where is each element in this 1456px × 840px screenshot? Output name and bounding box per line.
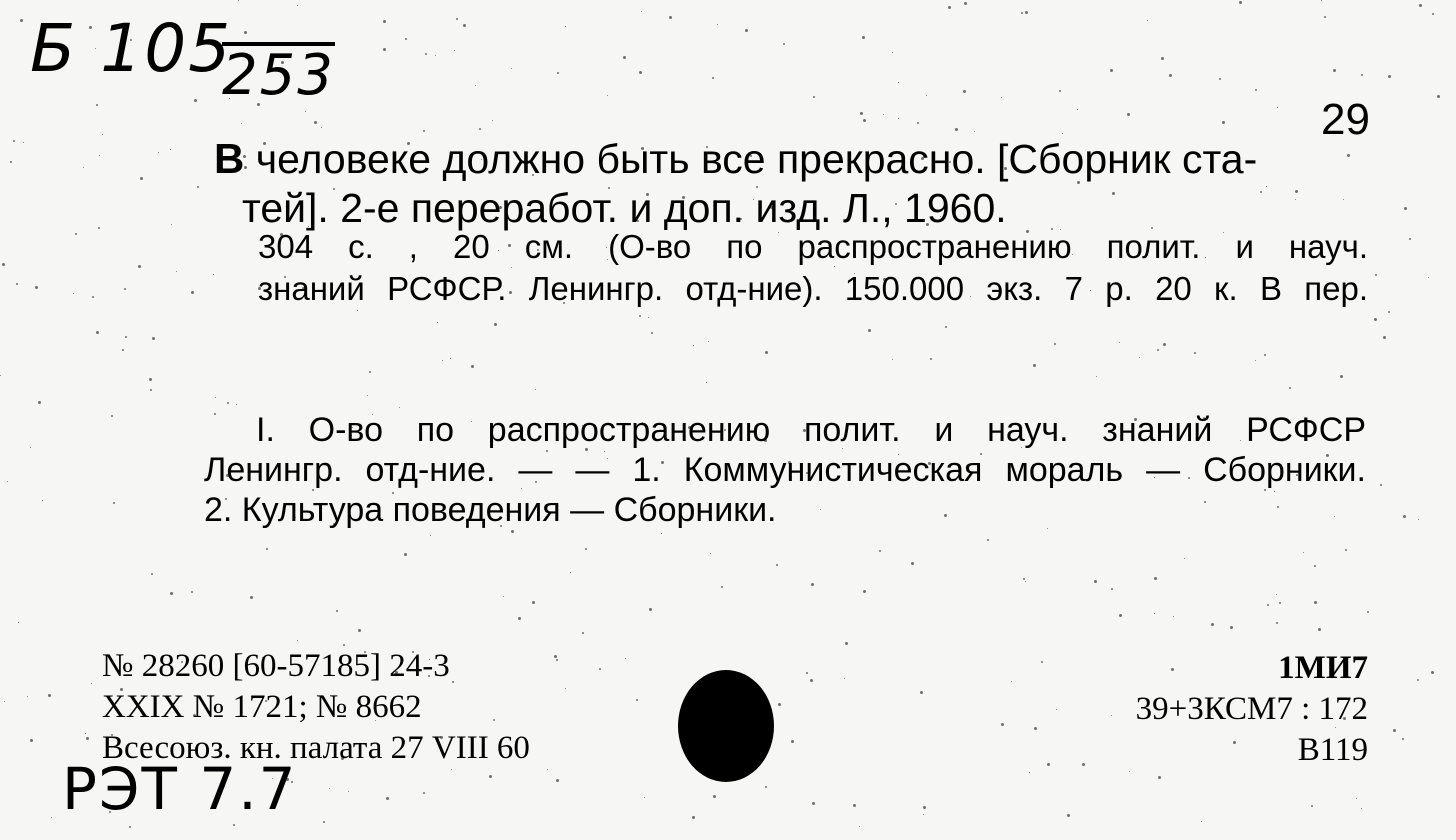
classification-line-3: В119 <box>1297 732 1368 768</box>
noise-speck <box>171 224 172 225</box>
noise-speck <box>16 283 18 285</box>
noise-speck <box>649 608 652 611</box>
noise-speck <box>745 29 748 32</box>
noise-speck <box>585 548 587 550</box>
noise-speck <box>1276 622 1278 624</box>
noise-speck <box>1154 577 1157 580</box>
noise-speck <box>124 288 126 290</box>
noise-speck <box>607 95 608 96</box>
noise-speck <box>329 788 330 789</box>
noise-speck <box>920 691 923 694</box>
classification-info <box>1136 648 1368 771</box>
noise-speck <box>176 271 177 272</box>
noise-speck <box>1375 274 1377 276</box>
noise-speck <box>1333 69 1336 72</box>
noise-speck <box>1314 565 1316 567</box>
noise-speck <box>20 19 23 22</box>
classification-line-1: 1МИ7 <box>1278 650 1368 686</box>
noise-speck <box>348 791 349 792</box>
noise-speck <box>859 826 860 827</box>
noise-speck <box>85 733 86 734</box>
noise-speck <box>1340 375 1343 378</box>
noise-speck <box>651 332 653 334</box>
noise-speck <box>1157 349 1159 351</box>
noise-speck <box>623 56 626 59</box>
noise-speck <box>435 55 436 56</box>
noise-speck <box>1163 343 1166 346</box>
noise-speck <box>471 365 474 368</box>
noise-speck <box>582 632 584 634</box>
noise-speck <box>442 360 443 361</box>
noise-speck <box>812 802 815 805</box>
noise-speck <box>845 642 848 645</box>
noise-speck <box>215 397 216 398</box>
noise-speck <box>1264 354 1266 356</box>
noise-speck <box>383 20 386 23</box>
noise-speck <box>92 296 94 298</box>
noise-speck <box>1001 723 1004 726</box>
noise-speck <box>170 592 173 595</box>
classification-line-2: 39+3КСМ7 : 172 <box>1135 691 1368 727</box>
registry-line-2: XXIX № 1721; № 8662 <box>102 689 422 725</box>
noise-speck <box>2 263 5 266</box>
noise-speck <box>73 293 74 294</box>
noise-speck <box>1041 661 1043 663</box>
title-text-1: человеке должно быть все прекрасно. [Сборник ста- <box>255 136 1258 182</box>
noise-speck <box>1169 74 1172 77</box>
noise-speck <box>149 378 152 381</box>
noise-speck <box>0 375 1 376</box>
noise-speck <box>1222 121 1225 124</box>
noise-speck <box>948 6 951 9</box>
noise-speck <box>1418 519 1419 520</box>
noise-speck <box>369 371 371 373</box>
noise-speck <box>1173 616 1174 617</box>
noise-speck <box>1324 16 1326 18</box>
noise-speck <box>879 550 881 552</box>
imprint-line-1: 304 с. , 20 см. (О-во по распространению полит. и науч. <box>258 228 1368 265</box>
noise-speck <box>1367 611 1369 613</box>
noise-speck <box>1111 588 1113 590</box>
noise-speck <box>565 26 566 27</box>
noise-speck <box>96 331 99 334</box>
noise-speck <box>405 38 407 40</box>
noise-speck <box>191 291 194 294</box>
noise-speck <box>250 596 253 599</box>
noise-speck <box>241 123 242 124</box>
noise-speck <box>1277 107 1278 108</box>
noise-speck <box>30 739 33 742</box>
noise-speck <box>945 326 947 328</box>
noise-speck <box>86 737 89 740</box>
noise-speck <box>547 769 548 770</box>
noise-speck <box>51 817 52 818</box>
noise-speck <box>111 415 113 417</box>
noise-speck <box>191 591 193 593</box>
subject-line-3: 2. Культура поведения — Сборники. <box>204 491 777 529</box>
noise-speck <box>911 562 914 565</box>
noise-speck <box>138 265 141 268</box>
noise-speck <box>454 50 455 51</box>
noise-speck <box>765 351 768 354</box>
noise-speck <box>511 68 512 69</box>
noise-speck <box>806 672 808 674</box>
noise-speck <box>1255 360 1256 361</box>
noise-speck <box>1025 581 1026 582</box>
noise-speck <box>194 99 197 102</box>
punch-hole <box>678 670 774 782</box>
noise-speck <box>7 481 8 482</box>
noise-speck <box>1419 4 1422 7</box>
noise-speck <box>639 71 642 74</box>
noise-speck <box>1139 357 1140 358</box>
noise-speck <box>636 699 638 701</box>
noise-speck <box>1110 69 1113 72</box>
noise-speck <box>1303 552 1304 553</box>
handwritten-call-subnumber: 253 <box>222 43 335 108</box>
noise-speck <box>1119 614 1122 617</box>
noise-speck <box>868 329 871 332</box>
noise-speck <box>648 317 649 318</box>
noise-speck <box>1380 484 1382 486</box>
noise-speck <box>321 127 322 128</box>
noise-speck <box>42 500 43 501</box>
noise-speck <box>323 821 325 823</box>
noise-speck <box>644 797 645 798</box>
noise-speck <box>404 553 407 556</box>
title-line-1 <box>214 134 1374 184</box>
noise-speck <box>1029 772 1030 773</box>
noise-speck <box>1067 814 1070 817</box>
noise-speck <box>1001 97 1002 98</box>
noise-speck <box>765 786 767 788</box>
noise-speck <box>930 358 932 360</box>
noise-speck <box>423 130 425 132</box>
noise-speck <box>383 48 386 51</box>
imprint-line-2: знаний РСФСР. Ленингр. отд-ние). 150.000 экз. 7 р. 20 к. В пер. <box>258 270 1368 307</box>
noise-speck <box>475 85 476 86</box>
noise-speck <box>1025 11 1028 14</box>
title-line-2: тей]. 2-е переработ. и доп. изд. Л., 1960. <box>242 185 1007 231</box>
noise-speck <box>1201 821 1202 822</box>
noise-speck <box>1393 729 1396 732</box>
noise-speck <box>710 553 711 554</box>
noise-speck <box>494 323 497 326</box>
noise-speck <box>1021 12 1023 14</box>
registry-line-3: Всесоюз. кн. палата 27 VIII 60 <box>102 730 530 766</box>
noise-speck <box>1432 13 1434 15</box>
noise-speck <box>1311 805 1313 807</box>
noise-speck <box>238 0 239 1</box>
noise-speck <box>712 77 714 79</box>
noise-speck <box>1129 771 1130 772</box>
noise-speck <box>18 622 19 623</box>
noise-speck <box>974 131 975 132</box>
noise-speck <box>10 161 12 163</box>
noise-speck <box>692 816 695 819</box>
noise-speck <box>1023 578 1025 580</box>
noise-speck <box>1047 763 1050 766</box>
noise-speck <box>122 349 124 351</box>
noise-speck <box>399 407 400 408</box>
noise-speck <box>297 5 298 6</box>
noise-speck <box>1356 798 1357 799</box>
noise-speck <box>1033 364 1036 367</box>
noise-speck <box>1437 95 1440 98</box>
noise-speck <box>1267 604 1269 606</box>
noise-speck <box>233 824 235 826</box>
noise-speck <box>13 140 15 142</box>
noise-speck <box>883 114 884 115</box>
noise-speck <box>955 128 958 131</box>
noise-speck <box>556 659 558 661</box>
handwritten-bottom-mark: РЭТ 7.7 <box>62 755 298 823</box>
noise-speck <box>1404 207 1407 210</box>
noise-speck <box>844 678 845 679</box>
noise-speck <box>35 286 38 289</box>
noise-speck <box>38 401 41 404</box>
noise-speck <box>1034 727 1037 730</box>
noise-speck <box>158 152 159 153</box>
noise-speck <box>1388 311 1390 313</box>
registry-info <box>102 646 530 769</box>
noise-speck <box>125 336 127 338</box>
noise-speck <box>1417 679 1419 681</box>
noise-speck <box>1154 613 1155 614</box>
noise-speck <box>1289 387 1291 389</box>
noise-speck <box>140 177 143 180</box>
noise-speck <box>853 804 856 807</box>
noise-speck <box>721 586 723 588</box>
noise-speck <box>98 227 100 229</box>
noise-speck <box>1374 318 1377 321</box>
card-number: 29 <box>1321 95 1370 144</box>
noise-speck <box>1318 628 1321 631</box>
noise-speck <box>450 358 451 359</box>
noise-speck <box>565 688 566 689</box>
noise-speck <box>1094 580 1097 583</box>
noise-speck <box>1184 558 1185 559</box>
noise-speck <box>639 315 641 317</box>
noise-speck <box>1194 352 1196 354</box>
noise-speck <box>923 806 926 809</box>
noise-speck <box>778 703 781 706</box>
noise-speck <box>892 52 893 53</box>
title-block <box>214 134 1374 233</box>
noise-speck <box>783 43 785 45</box>
noise-speck <box>535 389 536 390</box>
noise-speck <box>437 322 438 323</box>
noise-speck <box>625 658 626 659</box>
title-lead-letter: В <box>214 135 245 182</box>
noise-speck <box>30 447 31 448</box>
noise-speck <box>1059 90 1061 92</box>
noise-speck <box>1403 515 1406 518</box>
subject-line-1: I. О-во по распространению полит. и науч. знаний РСФСР <box>256 411 1366 449</box>
noise-speck <box>1161 57 1164 60</box>
noise-speck <box>813 96 815 98</box>
noise-speck <box>266 548 268 550</box>
noise-speck <box>1077 109 1078 110</box>
noise-speck <box>1345 549 1347 551</box>
noise-speck <box>236 404 237 405</box>
noise-speck <box>863 119 866 122</box>
noise-speck <box>367 395 368 396</box>
noise-speck <box>963 90 966 93</box>
noise-speck <box>964 2 967 5</box>
noise-speck <box>708 341 709 342</box>
noise-speck <box>170 149 171 150</box>
noise-speck <box>862 36 865 39</box>
noise-speck <box>451 769 452 770</box>
noise-speck <box>860 112 863 115</box>
noise-speck <box>1211 623 1214 626</box>
noise-speck <box>83 167 84 168</box>
noise-speck <box>99 155 100 156</box>
noise-speck <box>776 564 778 566</box>
noise-speck <box>863 590 866 593</box>
noise-speck <box>1428 277 1429 278</box>
noise-speck <box>357 310 358 311</box>
handwritten-call-number: Б 105 <box>30 10 233 87</box>
noise-speck <box>518 617 521 620</box>
noise-speck <box>1255 89 1257 91</box>
noise-speck <box>96 104 98 106</box>
noise-speck <box>1383 336 1386 339</box>
noise-speck <box>336 610 338 612</box>
noise-speck <box>1111 715 1112 716</box>
noise-speck <box>1409 238 1411 240</box>
noise-speck <box>1127 113 1130 116</box>
subject-line-2: Ленингр. отд-ние. — — 1. Коммунистическая мораль — Сборники. <box>204 451 1366 489</box>
noise-speck <box>213 274 214 275</box>
noise-speck <box>917 122 919 124</box>
noise-speck <box>532 601 535 604</box>
noise-speck <box>1011 681 1012 682</box>
noise-speck <box>314 121 317 124</box>
noise-speck <box>661 533 662 534</box>
noise-speck <box>892 359 893 360</box>
noise-speck <box>669 16 672 19</box>
noise-speck <box>456 18 458 20</box>
noise-speck <box>511 530 514 533</box>
noise-speck <box>386 797 389 800</box>
noise-speck <box>1230 626 1233 629</box>
noise-speck <box>48 694 51 697</box>
noise-speck <box>713 795 716 798</box>
noise-speck <box>1239 1 1242 4</box>
noise-speck <box>599 668 601 670</box>
noise-speck <box>1431 671 1434 674</box>
noise-speck <box>987 539 989 541</box>
noise-speck <box>811 583 814 586</box>
noise-speck <box>430 535 431 536</box>
noise-speck <box>197 186 199 188</box>
noise-speck <box>1054 343 1056 345</box>
noise-speck <box>227 402 229 404</box>
noise-speck <box>717 24 718 25</box>
noise-speck <box>150 389 152 391</box>
noise-speck <box>1361 808 1362 809</box>
noise-speck <box>693 345 694 346</box>
noise-speck <box>1158 776 1161 779</box>
noise-speck <box>1314 601 1317 604</box>
noise-speck <box>91 683 92 684</box>
noise-speck <box>479 128 481 130</box>
noise-speck <box>810 679 813 682</box>
noise-speck <box>463 24 466 27</box>
noise-speck <box>305 111 306 112</box>
noise-speck <box>152 337 155 340</box>
noise-speck <box>113 502 115 504</box>
noise-speck <box>1279 602 1281 604</box>
noise-speck <box>706 382 707 383</box>
noise-speck <box>358 629 361 632</box>
noise-speck <box>1276 594 1277 595</box>
noise-speck <box>1096 376 1097 377</box>
noise-speck <box>27 696 28 697</box>
noise-speck <box>489 775 492 778</box>
subject-headings <box>204 410 1366 530</box>
noise-speck <box>1402 738 1404 740</box>
noise-speck <box>1219 78 1221 80</box>
noise-speck <box>554 655 557 658</box>
noise-speck <box>244 31 247 34</box>
noise-speck <box>641 11 642 12</box>
noise-speck <box>898 82 899 83</box>
noise-speck <box>102 134 103 135</box>
noise-speck <box>23 142 24 143</box>
noise-speck <box>129 826 131 828</box>
noise-speck <box>1388 75 1391 78</box>
noise-speck <box>151 573 153 575</box>
noise-speck <box>791 740 794 743</box>
noise-speck <box>423 792 425 794</box>
noise-speck <box>1361 74 1363 76</box>
noise-speck <box>503 596 504 597</box>
noise-speck <box>898 118 899 119</box>
noise-speck <box>75 233 77 235</box>
imprint-block <box>258 226 1368 310</box>
noise-speck <box>923 814 924 815</box>
noise-speck <box>1082 763 1085 766</box>
noise-speck <box>1321 0 1322 1</box>
noise-speck <box>926 95 927 96</box>
noise-speck <box>492 120 493 121</box>
noise-speck <box>297 640 298 641</box>
noise-speck <box>425 53 427 55</box>
noise-speck <box>4 701 5 702</box>
noise-speck <box>1147 20 1148 21</box>
registry-line-1: № 28260 [60-57185] 24-3 <box>102 648 450 684</box>
noise-speck <box>1119 342 1120 343</box>
noise-speck <box>1056 709 1057 710</box>
noise-speck <box>570 572 571 573</box>
noise-speck <box>557 72 559 74</box>
noise-speck <box>556 779 559 782</box>
